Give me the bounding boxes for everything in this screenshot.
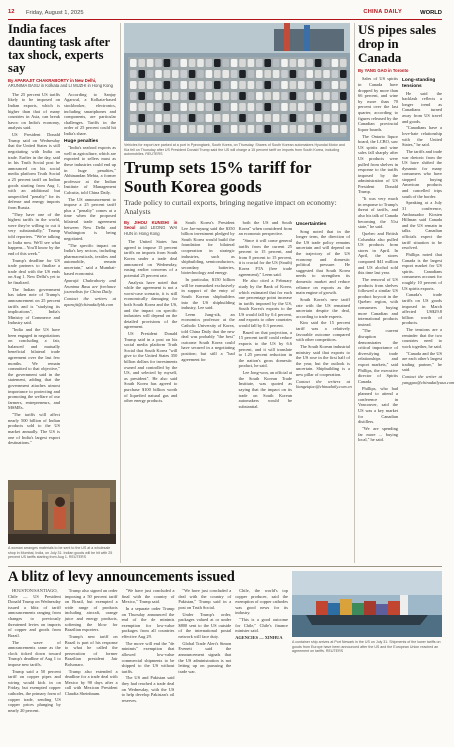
blitz-paragraph: Trump also extended a deadline for a trade deal with Mexico by 90 days after a call with Mexican President Claudia Sheinbaum.	[64, 668, 118, 697]
korea-paragraph: The United States has agreed to impose 15 percent tariffs on imports from South Korea under a trade deal announced on Wednesday, easing earlier concerns of a potential 25 percent rate.	[124, 239, 178, 278]
india-contact-b: Contact the writers at aparajit@chinadailyhk.com	[64, 296, 116, 307]
korea-columns	[124, 220, 350, 411]
korea-paragraph: "Since it will come general tariffs from the current 25 percent to 15 percent, and from 0 percent to 15 percent, it is crucial for the US (South) Korea FTA (free trade agreement)," Leem said.	[238, 237, 292, 277]
canada-columns	[358, 76, 454, 444]
korea-byline-a: By JIHOU KUNISHI in Seoul	[124, 220, 178, 231]
india-paragraph: Trump's deadline for US trade partners to finalize a trade deal with the US ends on Aug 1. New Delhi's yet to be finalized.	[8, 257, 60, 285]
india-contact-a: Aparajit Chakraborty and Arunima Basu are freelance journalists for China Daily.	[64, 278, 116, 295]
india-paragraph: "The tariffs will affect nearly 500 billion of Indian products sold to the US market annually. The US is one of India's largest export destinations."	[8, 412, 60, 446]
blitz-paragraph: "This is a good outcome for Chile," Chile's finance minister said.	[235, 617, 288, 634]
canada-col-2	[402, 76, 454, 444]
india-paragraph: "The specific impact on India's key sectors, including pharmaceuticals, textiles and automobile, remain uncertain," said a Mumbai-based economist.	[64, 242, 116, 276]
korea-paragraph: Song noted that in the longer term, the direction of the US trade policy remains uncertain and will depend on the trajectory of the US economy and domestic political pressure. He suggested that South Korea needs to strengthen its domestic market and reduce reliance on exports as the main engine of growth.	[295, 228, 350, 296]
masthead-rule	[8, 19, 442, 20]
column-divider	[354, 23, 355, 563]
canada-contact: Contact the writer at yanggao@chinadailyusa.com	[402, 374, 454, 385]
korea-col-3	[239, 220, 292, 411]
blitz-paragraph: The wave of announcements came as the clock ticked down toward Trump's deadline of Aug 1 to impose new tariffs.	[8, 639, 61, 667]
canada-paragraph: "Canada and the US are each other's largest trading partner," he said.	[402, 350, 442, 373]
korea-subhead: Uncertainties	[295, 222, 327, 227]
canada-paragraph: The Ontario liquor board, the LCBO, saw US spirits and wine sales fall sharply after US products were pulled from shelves in response to the tariffs imposed by the administration of US President Donald Trump.	[358, 133, 398, 195]
india-photo	[8, 480, 116, 544]
blitz-paragraph: The US and Pakistan said they had reached a trade deal on Wednesday, with the US to help develop Pakistan's oil reserves.	[121, 675, 175, 703]
canada-paragraph: Phillips, who had planned to attend a conference in Vancouver, said the US was a key market for Canadian distillers.	[358, 385, 398, 425]
india-paragraph: The Indian government has taken note of Trump's announcement on 25 percent tariffs and is "studying its implications", India's Ministry of Commerce and Industry said.	[8, 286, 60, 326]
india-paragraph: The US announcement to impose a 25 percent tariff plus a "penalty" comes at a time when the proposed bilateral trade agreement between New Delhi and Washington is being negotiated.	[64, 196, 116, 241]
india-headline: India faces daunting task after tax shock, experts say	[8, 22, 110, 75]
india-paragraph: "India's seafood exports as well as agriculture, which are exported to sellers must as these industries could end up in huge penalties," Abhinandan Mehta, a former professor at the Indian Institute of Management Calcutta, told China Daily.	[64, 145, 116, 195]
blitz-paragraph: Under Trump's order, packages valued at or under $800 sent to the US outside of the international postal network will face duty.	[178, 611, 232, 639]
korea-paragraph: South Korea's new tariff rate with the US remained uncertain despite the deal, according to trade experts.	[295, 296, 350, 319]
canada-story	[358, 22, 454, 563]
korea-paragraph: Based on that projection, a 15 percent tariff could reduce exports to the US by 6.6 percent, and it will translate to 1.25 percent reduction in the nation's gross domestic product, he said.	[238, 329, 292, 369]
india-photo-caption: A woman arranges materials to be sent to the US at a wholesale shop in Mumbai, India, on July 31. Indian goods will be hit with 25 percent US tariffs starting from Aug 1. REUTERS	[8, 546, 113, 560]
korea-byline-b: and LEONG WAI HUN in Hong Kong	[124, 225, 178, 236]
blitz-paragraph: Chile, the world's top copper producer, said the exemption of copper cathodes was good news for its industry.	[235, 588, 288, 616]
blitz-col-2	[65, 588, 118, 715]
korea-paragraph: Lee Jong-won, an official at the South Korean Trade Institute, was quoted as saying that the impact on its trade on South Korean automakers would be substantial.	[238, 370, 292, 409]
india-subhead: Huge penalties	[64, 138, 99, 144]
canada-paragraph: Quebec and British Columbia also pulled US products from stores in April. In April, the stores compared $41 million and US alcohol sold this time last year.	[358, 231, 398, 276]
blitz-paragraph: "We have just concluded a deal with the country of Pakistan," Trump said in a post on Truth Social.	[178, 588, 232, 610]
india-col-2	[64, 92, 116, 447]
canada-paragraph: "We are spending far more ... buying local," he said.	[358, 425, 398, 443]
canada-paragraph: "It was very much in response to Trump's threat of tariffs, and also his talk of Canada becoming the 51st state," he said.	[358, 196, 398, 230]
korea-paragraph: US President Donald Trump said in a post on his social media platform Truth Social that South Korea "will give to the United States 350 billion dollars for investments owned and controlled by the US, and selected by myself, as president". He also said South Korea has agreed to purchase $100 billion worth of liquefied natural gas and other energy products.	[124, 331, 178, 404]
canada-paragraph: He said the backlash reflects a longer trend as Canadians turned away from US travel and goods.	[402, 90, 442, 124]
india-byline	[8, 78, 116, 89]
blitz-col-5	[235, 588, 288, 715]
korea-col-1	[124, 220, 177, 411]
korea-story	[124, 158, 350, 558]
korea-col-4	[296, 220, 350, 411]
korea-col-2	[181, 220, 234, 411]
canada-paragraph: Canada's trade tariffs on US goods imposed in March affected US$29.8 billion worth of products.	[402, 292, 442, 326]
blitz-paragraph: Trump said a 50 percent tariff on copper pipes and wiring would kick in on Friday, but exempted copper cathodes, the primary form of copper trade, sending US copper prices plunging by nearly 20 percent.	[8, 668, 61, 713]
blitz-photo-caption: A container ship arrives at Port Newark in the US on July 31. Shipments of the lower tariffs on goods from Europe have been announced after the US and the European Union reached an agreement on tariffs. REUTERS	[292, 640, 441, 654]
korea-deck: Trade policy to curtail exports, bringing negative impact on economy: Analysts	[124, 198, 337, 216]
korea-photo	[124, 23, 350, 141]
canada-paragraph: Speaking at a July 31 conference, Ambassador Kirsten Hillman said Canada and the US remain in talks. Canadian officials expect the tariff situation to be resolved.	[402, 200, 442, 251]
blitz-col-1	[8, 588, 61, 715]
canada-col-1	[358, 76, 398, 444]
korea-contact: Contact the writers at liangziqiao@chinadaily.com.cn	[295, 378, 352, 390]
korea-paragraph: Leem Jung-sik, an economics professor at the Catholic University of Korea, told China Daily that the new deal was probably "the best" outcome South Korea could have secured in a negotiating position; but still a "bad agreement for	[181, 311, 235, 362]
canada-byline	[358, 68, 442, 73]
canada-paragraph: The tariffs and trade war rhetoric from the US have shifted the dynamic for many consumers who have stopped buying American products and cancelled trips south of the border.	[402, 148, 442, 199]
canada-paragraph: Phillips noted that Canada is the largest export market for US spirits. Canadians consumers account for roughly 10 percent of US spirits exports.	[402, 251, 442, 291]
page-number: 12	[8, 9, 15, 15]
blitz-paragraph: Trump also signed an order imposing a 50 percent tariff on Brazil, but exempted a wide range of products including aircraft, orange juice and energy products, softening the blow for Brazilian exporters.	[64, 588, 118, 633]
blitz-paragraph: HOUSTON/SANTIAGO, Chile — US President Donald Trump on Wednesday issued a blitz of tariff announcements ranging from changes to previously threatened levies on imports of copper and goods from Brazil.	[8, 588, 61, 638]
india-paragraph: "They have one of the highest tariffs in the world, were they're willing to cut it very substantially," Trump told reporters. "We're talking to India now. We'll see what happens... You'll know by the end of this week."	[8, 211, 60, 256]
paper-name: CHINA DAILY	[363, 8, 402, 15]
column-divider	[120, 23, 121, 563]
india-paragraph: The 25 percent US tariffs likely to be imposed on Indian exports, which is higher than that of many countries in Asia, can break havoc on India's economy, analysts said.	[8, 91, 60, 131]
korea-paragraph: He also cited a February study by the Bank of Korea, which estimated that for each one percentage point increase in tariffs imposed by the US, South Korea's exports to the US would fall by 0.4 percent, and exports to other countries would fall by 0.3 percent.	[238, 278, 292, 329]
section-name: WORLD	[420, 9, 442, 16]
india-columns	[8, 92, 116, 447]
korea-paragraph: both the US and South Korea" when considered from an economic perspective.	[238, 220, 292, 237]
blitz-paragraph: Global Trade Alert's Simon Evenett said the announcement signals that the US administration is not letting up on pursuing the trade war.	[178, 640, 232, 674]
india-story	[8, 23, 116, 463]
korea-paragraph: In particular, $150 billion will be earmarked exclusively in support of the entry of South Korean shipbuilders into the US shipbuilding industry, Lee said.	[181, 277, 235, 311]
korea-headline: Trump sets 15% tariff for South Korea goods	[124, 158, 312, 196]
blitz-columns	[8, 588, 288, 715]
india-byline-a: By APARAJIT CHAKRABORTY in New Delhi,	[8, 78, 97, 83]
blitz-col-3	[122, 588, 175, 715]
blitz-story	[8, 569, 288, 741]
blitz-paragraph: Trump's new tariff on Brazil is part of his response to what he called the persecution of former Brazilian president Jair Bolsonaro.	[64, 633, 118, 667]
blitz-paragraph: The move will end the "de minimis" exemption that allowed low-value commercial shipments to be shipped to the US without tariffs.	[121, 640, 175, 674]
india-col-1	[8, 92, 60, 447]
blitz-paragraph: In a separate order Trump on Thursday announced the end of the de minimis exemption for low-value packages from all countries effective Aug 29.	[121, 605, 175, 639]
korea-byline	[124, 220, 177, 236]
korea-photo-caption: Vehicles for export are parked at a port in Pyeongtaek, South Korea, on Thursday. Shares of South Korean automakers Hyundai Motor and Kia fell on Thursday after US President Donald Trump said the US will charge a 15 percent tariff on imports from South Korea, including automobiles. REUTERS	[124, 143, 345, 157]
india-paragraph: "India and the US have been engaged in negotiations on concluding a fair, balanced and mutually beneficial bilateral trade agreement over the last few months. We remain committed to that objective," the government said in the statement, adding that the government attaches utmost importance to protecting and promoting the welfare of our farmers, entrepreneurs, and MSMEs.	[8, 327, 60, 411]
korea-paragraph: Analysts have noted that while the agreement is not a worst-case scenario, it is still economically damaging for both South Korea and the US, and the impact on specific industries will depend on the detailed provisions of the agreement.	[124, 279, 178, 330]
india-byline-b: ARUNIMA BASU in Kolkata and LI MUZHI in Hong Kong	[8, 83, 113, 89]
blitz-agency-credit: AGENCIES — XINHUA	[235, 635, 283, 641]
blitz-photo	[292, 571, 442, 637]
page-masthead	[8, 8, 442, 18]
canada-paragraph: The tensions are a reminder that the two countries need to work together, he said.	[402, 327, 442, 349]
canada-paragraph: Sales of US spirits in Canada have dropped by more than 66 percent, and wine by more than 70 percent over the last quarter, according to figures released by the Canadian provincial liquor boards.	[358, 76, 398, 132]
india-paragraph: US President Donald Trump said on Wednesday that the United States is still negotiating with India on trade. Earlier in the day, said in his Truth Social post he announced on his social media platform Truth Social a 25 percent tariff on Indian goods starting from Aug 1, with an additional but unspecified "penalty" for its defense and energy imports from Russia.	[8, 132, 60, 210]
canada-subhead: Long-standing tensions	[402, 78, 436, 89]
date-line: Friday, August 1, 2025	[26, 9, 84, 16]
korea-paragraph: Kim said the 15 percent tariff was a relatively favorable outcome compared with other competitors.	[295, 320, 350, 343]
india-paragraph: According to Sanjay Agarwal, a Kolkata-based stockbroker, electronics, including smartphones and components, are particular challenges. Tariffs in the order of 25 percent could hit India's share.	[64, 91, 116, 136]
korea-paragraph: The South Korean industrial ministry said that exports to the US rose in the first half of the year, but the outlook is uncertain. Shipbuilding is a new pillar of cooperation.	[295, 344, 350, 377]
section-rule	[8, 566, 442, 567]
blitz-headline: A blitz of levy announcements issued	[8, 569, 235, 585]
blitz-col-4	[178, 588, 231, 715]
canada-paragraph: The removal of US products from shelves followed a similar US product boycott in the Quebec region, with consumers buying more Canadian and international products instead.	[358, 276, 398, 327]
canada-paragraph: "Canadians have a love-hate relationship with the United States," he said.	[402, 125, 442, 148]
canada-byline-text: By YANG GAO in Toronto	[358, 68, 409, 73]
korea-paragraph: South Korea's President Lee Jae-myung said the $350 billion investment pledged by South Korea would build the foundation for bilateral cooperation in strategic industries, such as shipbuilding, semiconductors, secondary batteries, biotechnology and energy.	[181, 220, 235, 276]
canada-paragraph: "The current disruption demonstrates the critical importance of diversifying trade relationships and export markets," said Phillips, the executive director of Spirits Canada.	[358, 328, 398, 384]
blitz-paragraph: "We have just concluded a final with the country of Mexico," Trump said.	[121, 588, 175, 605]
canada-headline: US pipes sales drop in Canada	[358, 22, 437, 65]
